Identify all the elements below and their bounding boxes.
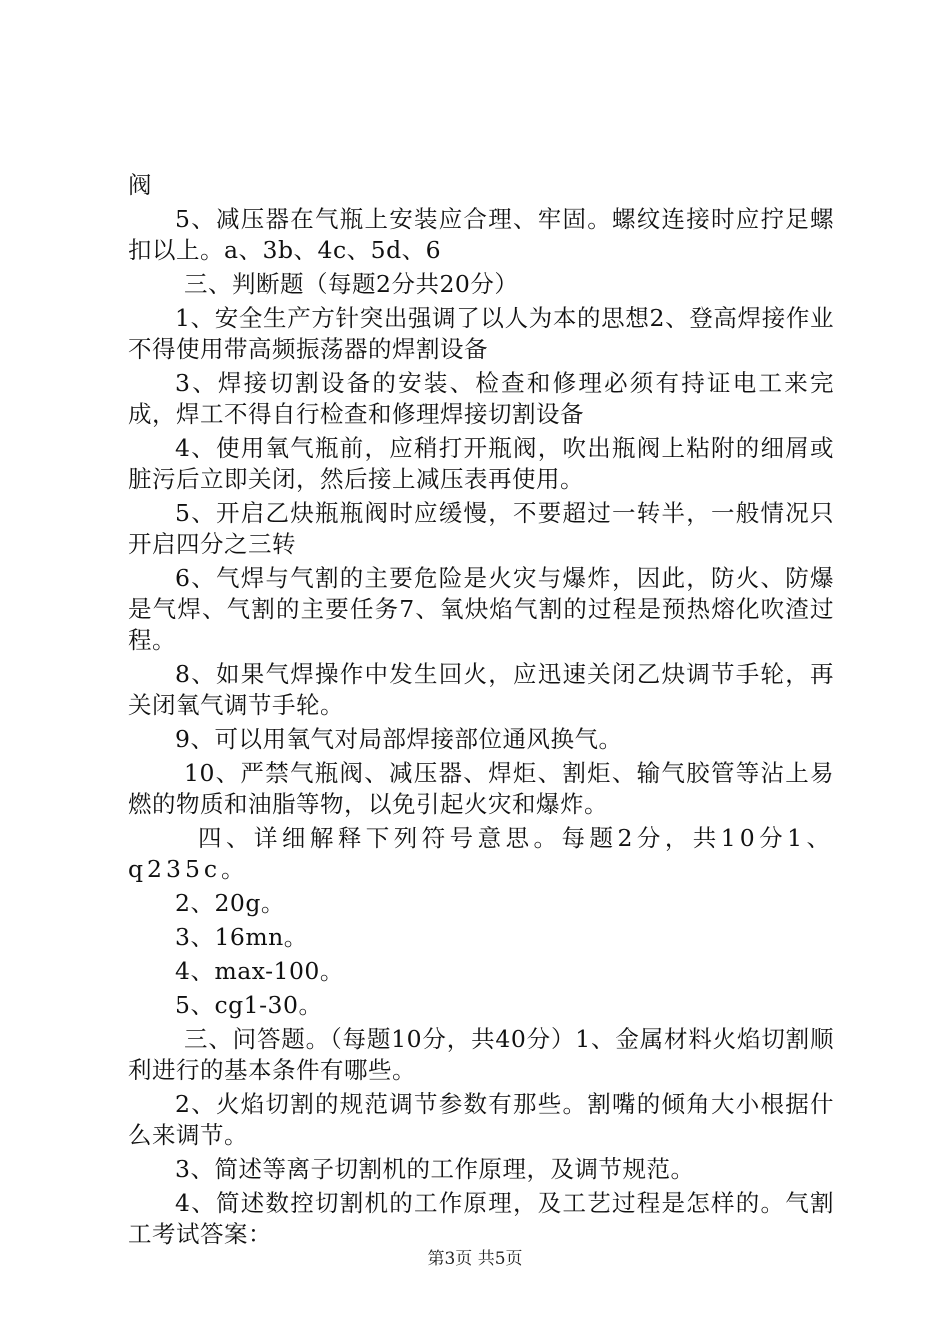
paragraph-judgement-3: 3、焊接切割设备的安装、检查和修理必须有持证电工来完成，焊工不得自行检查和修理焊接切割设备 xyxy=(128,369,834,428)
paragraph-judgement-4: 4、使用氧气瓶前，应稍打开瓶阀，吹出瓶阀上粘附的细屑或脏污后立即关闭，然后接上减压表再使用。 xyxy=(128,434,834,493)
paragraph-1: 阀 xyxy=(128,171,152,199)
paragraph-symbol-4: 4、max-100。 xyxy=(175,957,344,985)
paragraph-qa-3: 3、简述等离子切割机的工作原理，及调节规范。 xyxy=(175,1155,695,1183)
paragraph-judgement-9: 9、可以用氧气对局部焊接部位通风换气。 xyxy=(175,725,623,753)
section-heading-judgement: 三、判断题（每题2分共20分） xyxy=(184,270,519,298)
paragraph-judgement-8: 8、如果气焊操作中发生回火，应迅速关闭乙炔调节手轮，再关闭氧气调节手轮。 xyxy=(128,660,834,719)
paragraph-symbol-3: 3、16mn。 xyxy=(175,923,308,951)
paragraph-symbol-5: 5、cg1-30。 xyxy=(175,991,323,1019)
paragraph-qa-4: 4、简述数控切割机的工作原理，及工艺过程是怎样的。气割工考试答案： xyxy=(128,1189,834,1248)
section-heading-symbols: 四、详细解释下列符号意思。每题2分，共10分1、q235c。 xyxy=(128,824,834,883)
page-footer: 第3页 共5页 xyxy=(427,1249,523,1269)
document-body xyxy=(128,170,834,1253)
paragraph-judgement-6: 6、气焊与气割的主要危险是火灾与爆炸，因此，防火、防爆是气焊、气割的主要任务7、氧炔焰气割的过程是预热熔化吹渣过程。 xyxy=(128,564,834,654)
paragraph-2: 5、减压器在气瓶上安装应合理、牢固。螺纹连接时应拧足螺扣以上。a、3b、4c、5d、6 xyxy=(128,205,834,264)
paragraph-judgement-10: 10、严禁气瓶阀、减压器、焊炬、割炬、输气胶管等沾上易燃的物质和油脂等物，以免引起火灾和爆炸。 xyxy=(128,759,834,818)
paragraph-judgement-5: 5、开启乙炔瓶瓶阀时应缓慢，不要超过一转半，一般情况只开启四分之三转 xyxy=(128,499,834,558)
paragraph-symbol-2: 2、20g。 xyxy=(175,889,285,917)
paragraph-qa-2: 2、火焰切割的规范调节参数有那些。割嘴的倾角大小根据什么来调节。 xyxy=(128,1090,834,1149)
paragraph-judgement-1: 1、安全生产方针突出强调了以人为本的思想2、登高焊接作业不得使用带高频振荡器的焊割设备 xyxy=(128,304,834,363)
section-heading-qa: 三、问答题。（每题10分，共40分）1、金属材料火焰切割顺利进行的基本条件有哪些。 xyxy=(128,1025,834,1084)
